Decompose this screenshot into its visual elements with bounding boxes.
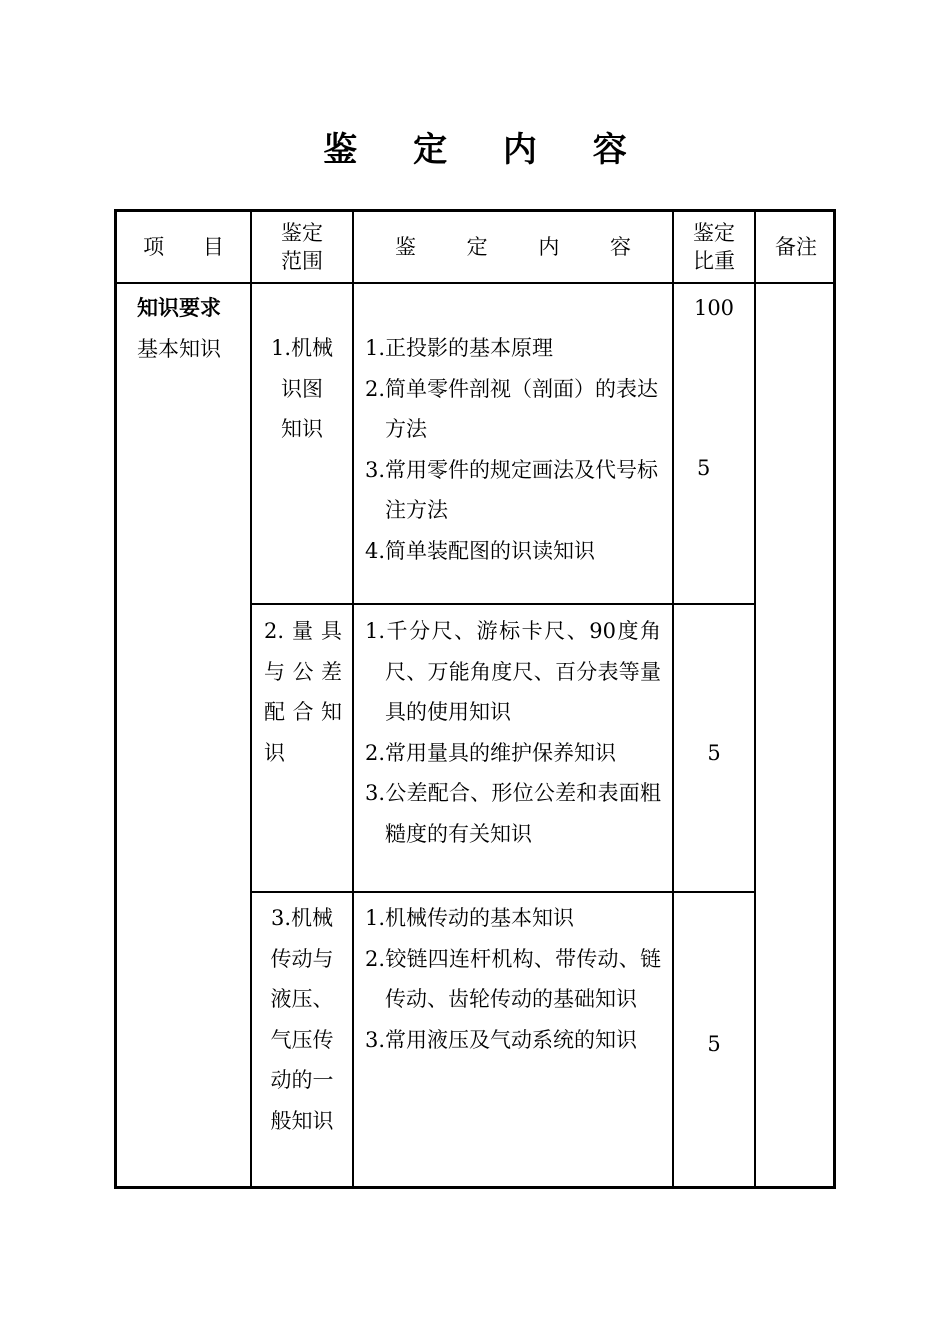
- row3-weight: 5: [707, 1032, 721, 1056]
- row2-weight: 5: [707, 741, 721, 765]
- row-divider: [250, 603, 756, 605]
- row2-content-list: [365, 611, 661, 854]
- list-item: 1.千分尺、游标卡尺、90度角尺、万能角度尺、百分表等量具的使用知识: [365, 619, 661, 724]
- list-item: 1.正投影的基本原理: [365, 336, 554, 360]
- col-divider: [352, 212, 354, 1186]
- col-divider: [754, 212, 756, 1186]
- list-item: 3.常用零件的规定画法及代号标注方法: [365, 457, 659, 522]
- header-scope: 鉴定 范围: [281, 221, 323, 273]
- header-divider: [117, 282, 833, 284]
- list-item: 3.常用液压及气动系统的知识: [365, 1027, 638, 1052]
- assessment-table: [114, 209, 836, 1189]
- list-item: 2.简单零件剖视（剖面）的表达方法: [365, 376, 659, 441]
- list-item: 2.常用量具的维护保养知识: [365, 740, 617, 765]
- total-weight: 100: [693, 296, 735, 320]
- page-title: 鉴 定 内 容: [323, 130, 649, 170]
- list-item: 2.铰链四连杆机构、带传动、链传动、齿轮传动的基础知识: [365, 946, 661, 1011]
- header-remark: 备注: [775, 235, 817, 259]
- section-title: 知识要求: [137, 296, 221, 320]
- header-item: 项 目: [143, 235, 240, 259]
- list-item: 4.简单装配图的识读知识: [365, 538, 596, 563]
- list-item: 1.机械传动的基本知识: [365, 906, 575, 930]
- col-divider: [250, 212, 252, 1186]
- section-label: [137, 288, 249, 369]
- row1-content-list: [365, 328, 661, 571]
- row1-weight: 5: [697, 456, 711, 480]
- row2-scope: 2.量具 与公差 配合知 识: [264, 619, 342, 765]
- row-divider: [250, 891, 756, 893]
- list-item: 3.公差配合、形位公差和表面粗糙度的有关知识: [365, 781, 661, 846]
- header-content: 鉴 定 内 容: [394, 235, 654, 259]
- header-weight: 鉴定 比重: [693, 221, 735, 273]
- row3-scope: 3.机械 传动与 液压、 气压传 动的一 般知识: [270, 906, 334, 1133]
- row1-scope: 1.机械 识图 知识: [270, 336, 334, 441]
- row3-content-list: [365, 898, 661, 1060]
- section-subtitle: 基本知识: [137, 336, 221, 361]
